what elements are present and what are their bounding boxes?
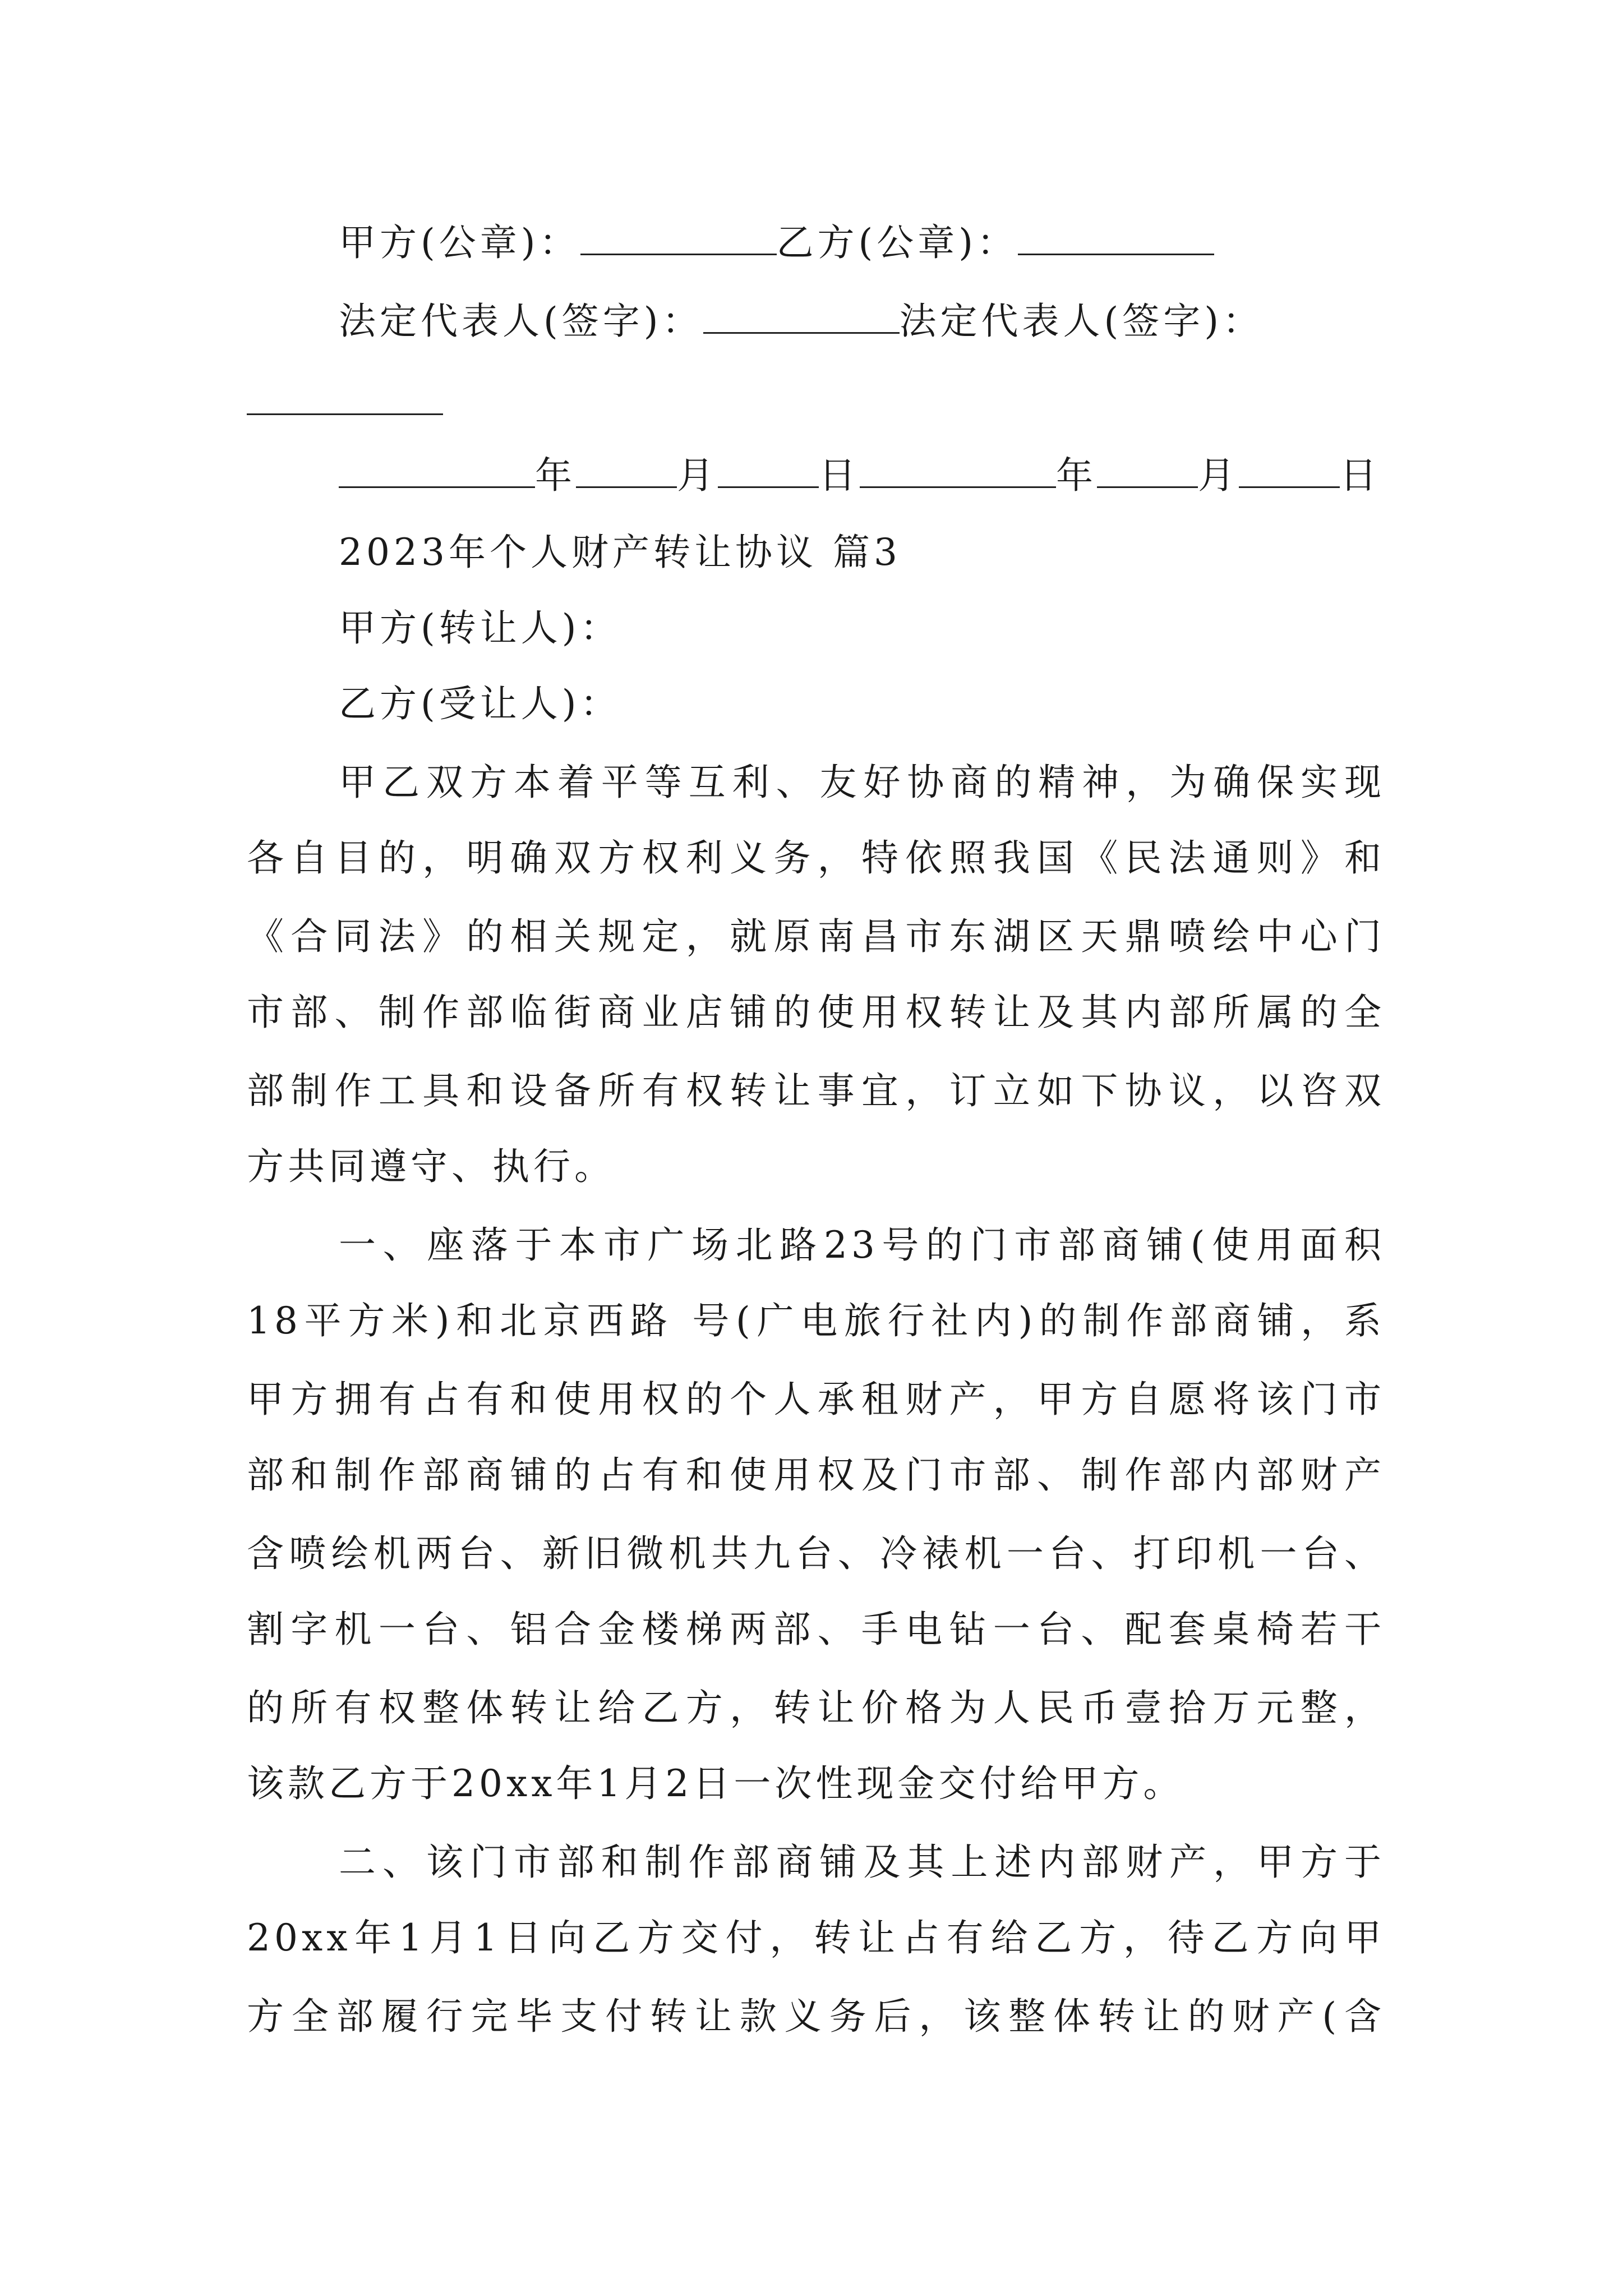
day-a-blank xyxy=(718,452,819,488)
clause1-line-7: 的所有权整体转让给乙方，转让价格为人民币壹拾万元整， xyxy=(247,1686,1385,1729)
year-a-label: 年 xyxy=(535,454,576,497)
party-a-seal-label: 甲方(公章)： xyxy=(339,221,580,264)
clause2-line-1: 二、该门市部和制作部商铺及其上述内部财产，甲方于 xyxy=(339,1841,1385,1884)
representative-line xyxy=(339,297,1477,344)
year-b-label: 年 xyxy=(1056,454,1097,497)
clause2-line-3: 方全部履行完毕支付转让款义务后，该整体转让的财产(含 xyxy=(247,1995,1385,2038)
clause1-line-2: 18平方米)和北京西路 号(广电旅行社内)的制作部商铺，系 xyxy=(247,1299,1385,1342)
rep-a-blank xyxy=(703,297,900,334)
date-line xyxy=(339,452,1477,498)
rep-b-blank-line xyxy=(247,379,1385,425)
section-title: 2023年个人财产转让协议 篇3 xyxy=(339,531,901,574)
seal-line xyxy=(339,219,1477,265)
transferee-label: 乙方(受让人)： xyxy=(339,682,621,725)
day-b-blank xyxy=(1239,452,1340,488)
rep-b-blank xyxy=(247,379,443,415)
rep-a-label: 法定代表人(签字)： xyxy=(339,300,703,343)
rep-b-label: 法定代表人(签字)： xyxy=(899,300,1264,343)
clause1-line-4: 部和制作部商铺的占有和使用权及门市部、制作部内部财产 xyxy=(247,1453,1385,1497)
intro-line-5: 部制作工具和设备所有权转让事宜，订立如下协议，以咨双 xyxy=(247,1069,1385,1112)
clause2-line-2: 20xx年1月1日向乙方交付，转让占有给乙方，待乙方向甲 xyxy=(247,1916,1385,1959)
year-a-blank xyxy=(339,452,535,488)
day-a-label: 日 xyxy=(819,454,860,497)
clause1-line-8: 该款乙方于20xx年1月2日一次性现金交付给甲方。 xyxy=(247,1762,1184,1805)
clause1-line-3: 甲方拥有占有和使用权的个人承租财产，甲方自愿将该门市 xyxy=(247,1378,1385,1421)
day-b-label: 日 xyxy=(1340,454,1381,497)
party-b-seal-label: 乙方(公章)： xyxy=(776,221,1018,264)
intro-line-1: 甲乙双方本着平等互利、友好协商的精神，为确保实现 xyxy=(339,761,1385,804)
intro-line-4: 市部、制作部临街商业店铺的使用权转让及其内部所属的全 xyxy=(247,991,1385,1034)
intro-line-6: 方共同遵守、执行。 xyxy=(247,1145,615,1188)
year-b-blank xyxy=(860,452,1056,488)
clause1-line-5: 含喷绘机两台、新旧微机共九台、冷裱机一台、打印机一台、 xyxy=(247,1532,1385,1575)
month-a-blank xyxy=(576,452,677,488)
intro-line-2: 各自目的，明确双方权利义务，特依照我国《民法通则》和 xyxy=(247,836,1385,880)
clause1-line-1: 一、座落于本市广场北路23号的门市部商铺(使用面积 xyxy=(339,1223,1385,1267)
clause1-line-6: 割字机一台、铝合金楼梯两部、手电钻一台、配套桌椅若干 xyxy=(247,1608,1385,1651)
month-b-label: 月 xyxy=(1198,454,1239,497)
transferor-label: 甲方(转让人)： xyxy=(339,606,621,650)
month-a-label: 月 xyxy=(677,454,718,497)
party-b-seal-blank xyxy=(1018,219,1214,255)
party-a-seal-blank xyxy=(580,219,777,255)
month-b-blank xyxy=(1097,452,1198,488)
intro-line-3: 《合同法》的相关规定，就原南昌市东湖区天鼎喷绘中心门 xyxy=(247,915,1385,958)
